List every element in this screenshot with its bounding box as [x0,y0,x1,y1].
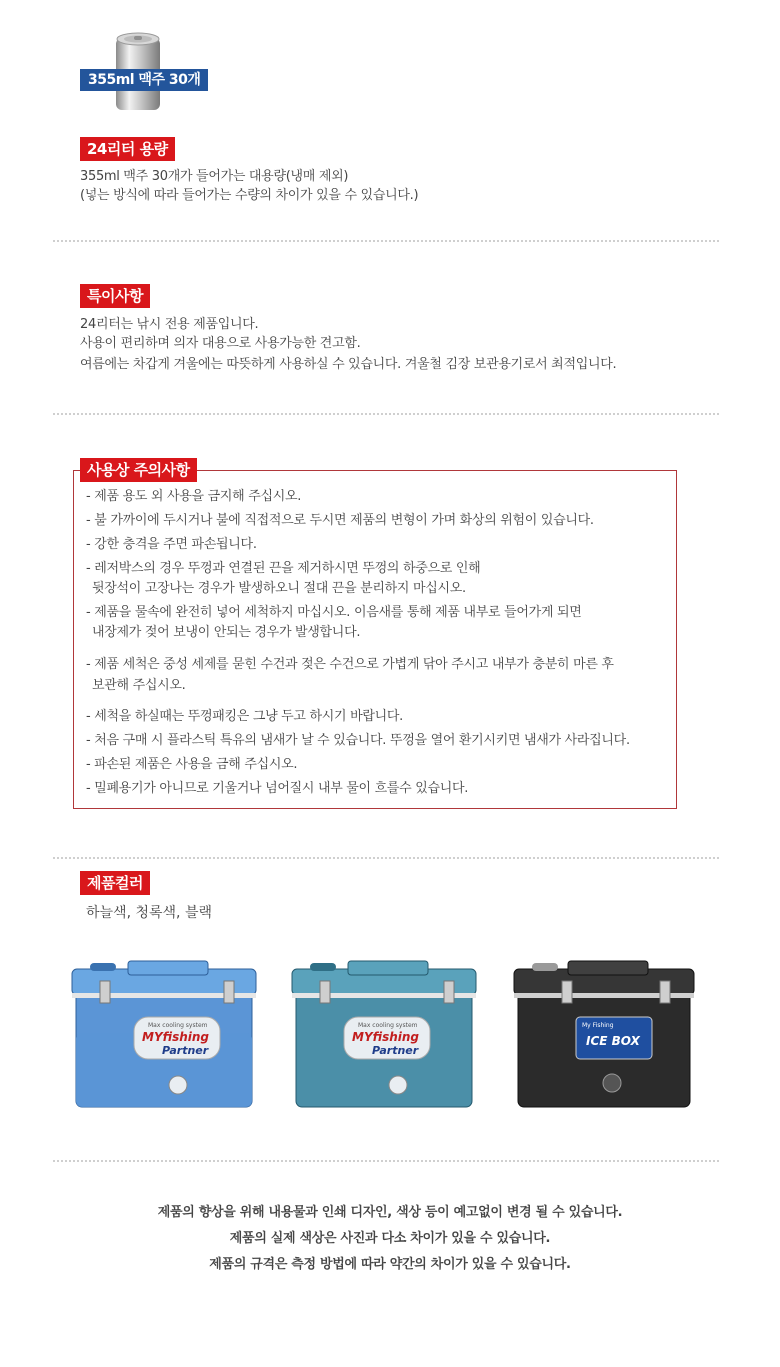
features-text-2: 사용이 편리하며 의자 대용으로 사용가능한 견고함. [80,336,361,351]
cooler-box-skyblue [68,955,258,1115]
caution-item: - 처음 구매 시 플라스틱 특유의 냄새가 날 수 있습니다. 뚜껑을 열어 환기시키면 냄새가 사라집니다. [86,733,630,748]
cooler-box-teal [288,955,478,1115]
caution-item: - 레저박스의 경우 뚜껑과 연결된 끈을 제거하시면 뚜껑의 하중으로 인해 [86,561,481,576]
sticker-main-text: ICE BOX [586,1034,640,1048]
features-label: 특이사항 [80,284,150,308]
caution-item: 보관해 주십시오. [92,678,186,693]
caution-item: - 불 가까이에 두시거나 불에 직접적으로 두시면 제품의 변형이 가며 화상의 위험이 있습니다. [86,513,594,528]
divider [53,240,719,242]
caution-item: - 세척을 하실때는 뚜껑패킹은 그냥 두고 하시기 바랍니다. [86,709,403,724]
caution-item: - 제품 용도 외 사용을 금지해 주십시오. [86,489,302,504]
caution-item: - 제품 세척은 중성 세제를 묻힌 수건과 젖은 수건으로 가볍게 닦아 주시고 내부가 충분히 마른 후 [86,657,614,672]
features-text-3: 여름에는 차갑게 겨울에는 따뜻하게 사용하실 수 있습니다. 겨울철 김장 보관용기로서 최적입니다. [80,357,617,372]
capacity-text-1: 355ml 맥주 30개가 들어가는 대용량(냉매 제외) [80,169,349,184]
sticker-top-text: Max cooling system [148,1022,208,1029]
features-text-1: 24리터는 낚시 전용 제품입니다. [80,317,259,332]
caution-item: - 밀폐용기가 아니므로 기울거나 넘어질시 내부 물이 흐를수 있습니다. [86,781,469,796]
capacity-text-2: (넣는 방식에 따라 들어가는 수량의 차이가 있을 수 있습니다.) [80,188,419,203]
caution-item: 내장제가 젖어 보냉이 안되는 경우가 발생합니다. [92,625,361,640]
sticker-sub-text: Partner [372,1044,419,1057]
capacity-badge: 355ml 맥주 30개 [80,69,208,91]
caution-item: - 강한 충격을 주면 파손됩니다. [86,537,257,552]
product-colors-text: 하늘색, 청록색, 블랙 [86,905,212,921]
caution-item: - 파손된 제품은 사용을 금해 주십시오. [86,757,298,772]
sticker-main-text: MYfishing [352,1030,420,1044]
divider [53,857,719,859]
footer-note-2: 제품의 실제 색상은 사진과 다소 차이가 있을 수 있습니다. [229,1231,551,1246]
caution-item: 뒷장석이 고장나는 경우가 발생하오니 절대 끈을 분리하지 마십시오. [92,581,466,596]
sticker-top-text: Max cooling system [358,1022,418,1029]
caution-label: 사용상 주의사항 [80,458,197,482]
divider [53,413,719,415]
sticker-main-text: MYfishing [142,1030,210,1044]
divider [53,1160,719,1162]
footer-note-1: 제품의 향상을 위해 내용물과 인쇄 디자인, 색상 등이 예고없이 변경 될 수 있습니다. [157,1205,623,1220]
footer-note-3: 제품의 규격은 측정 방법에 따라 약간의 차이가 있을 수 있습니다. [209,1257,571,1272]
sticker-top-text: My Fishing [582,1022,614,1029]
caution-item: - 제품을 물속에 완전히 넣어 세척하지 마십시오. 이음새를 통해 제품 내부로 들어가게 되면 [86,605,582,620]
capacity-label: 24리터 용량 [80,137,175,161]
product-colors-label: 제품컬러 [80,871,150,895]
cooler-box-black [508,955,698,1115]
sticker-sub-text: Partner [162,1044,209,1057]
